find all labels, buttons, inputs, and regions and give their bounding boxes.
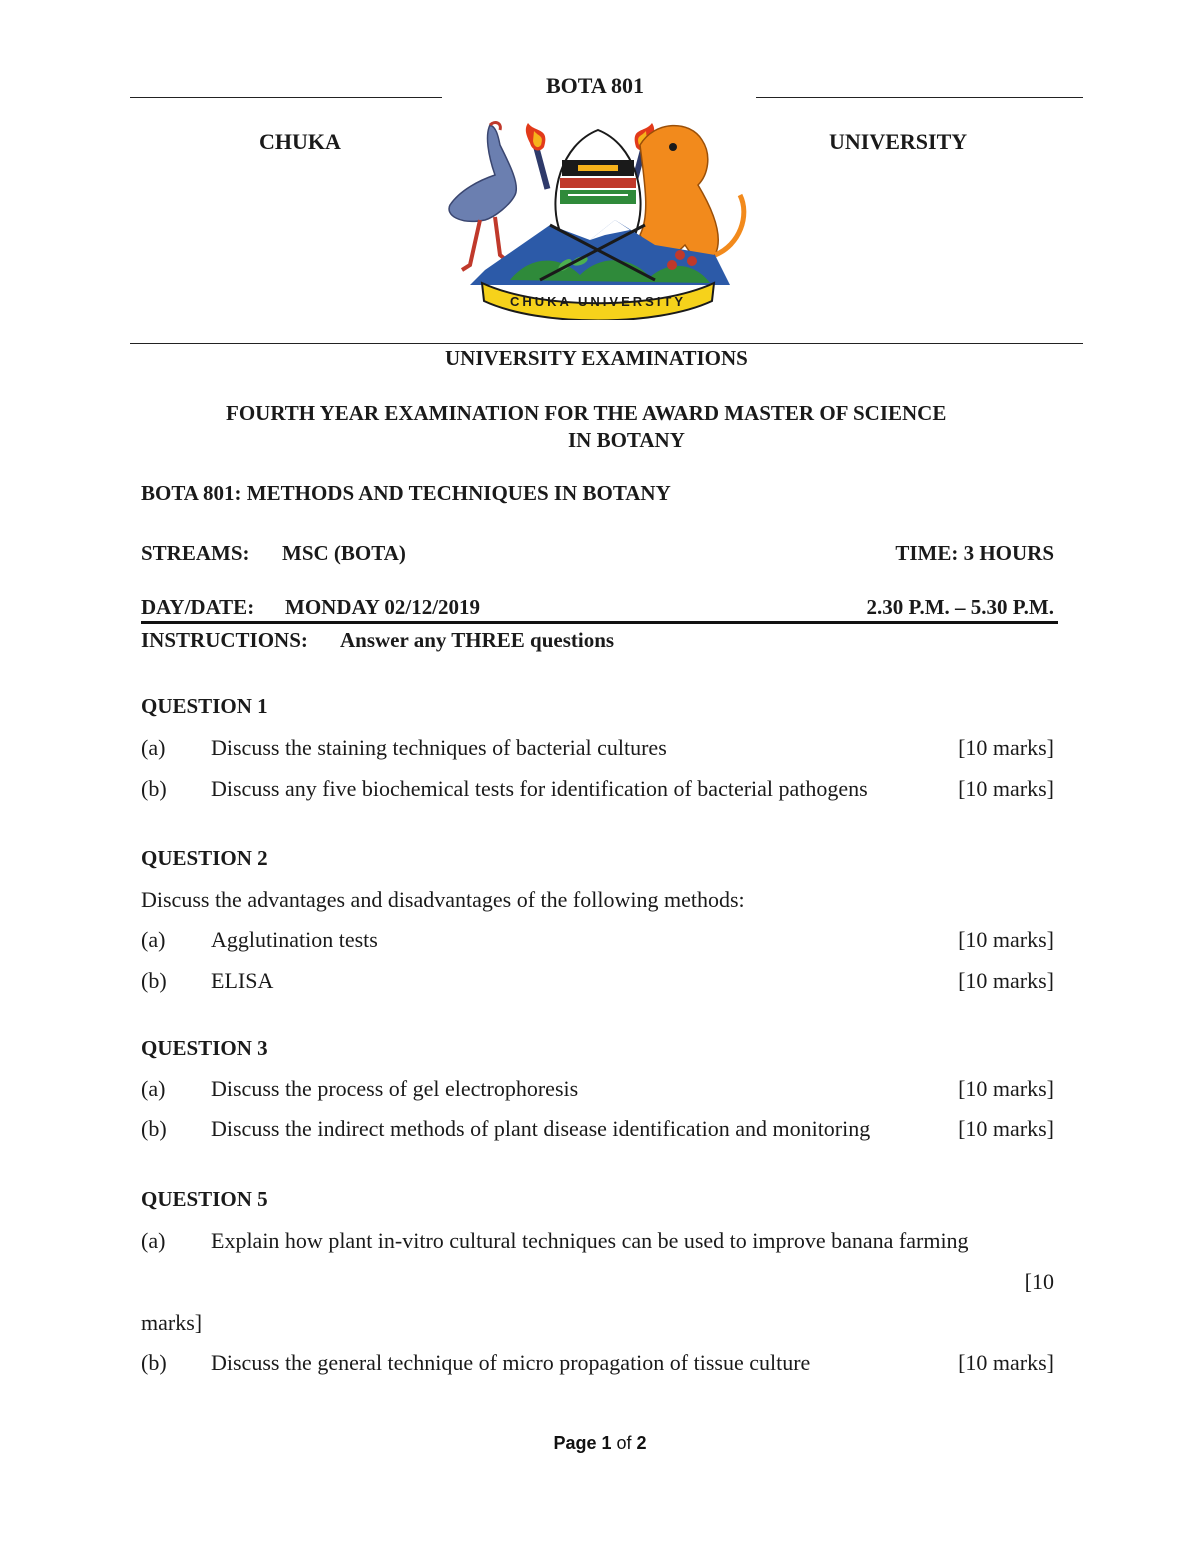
question-1-title: QUESTION 1: [141, 694, 268, 718]
instructions-rule: [141, 621, 1058, 624]
q3-a-label: (a): [141, 1076, 166, 1101]
q1-b-label: (b): [141, 776, 167, 801]
course-title: BOTA 801: METHODS AND TECHNIQUES IN BOTANY: [141, 481, 671, 505]
q2-a-marks: [10 marks]: [958, 927, 1054, 952]
header-chuka: CHUKA: [259, 129, 341, 154]
exam-time-range: 2.30 P.M. – 5.30 P.M.: [866, 595, 1054, 619]
q5-b-text: Discuss the general technique of micro propagation of tissue culture: [211, 1350, 811, 1375]
q2-b-text: ELISA: [211, 968, 274, 993]
header-rule-bottom: [130, 343, 1083, 344]
q1-a-marks: [10 marks]: [958, 735, 1054, 760]
page-word: Page: [553, 1433, 597, 1453]
q5-a-marks-end: marks]: [141, 1310, 203, 1335]
q2-intro: Discuss the advantages and disadvantages of the following methods:: [141, 887, 745, 912]
exam-award-line: FOURTH YEAR EXAMINATION FOR THE AWARD MASTER OF SCIENCE: [226, 401, 947, 425]
header-rule-right: [756, 97, 1083, 98]
question-5-title: QUESTION 5: [141, 1187, 268, 1211]
crest-ribbon-text: CHUKA UNIVERSITY: [509, 294, 687, 309]
header-university: UNIVERSITY: [829, 129, 968, 154]
exam-award-line-2: IN BOTANY: [568, 428, 685, 452]
q5-a-label: (a): [141, 1228, 166, 1253]
of-word: of: [616, 1433, 632, 1453]
q1-b-text: Discuss any five biochemical tests for identification of bacterial pathogens: [211, 776, 868, 801]
question-2-title: QUESTION 2: [141, 846, 268, 870]
date-value: MONDAY 02/12/2019: [285, 595, 481, 619]
streams-label: STREAMS:: [141, 541, 250, 565]
page-total: 2: [636, 1433, 647, 1453]
q5-b-marks: [10 marks]: [958, 1350, 1054, 1375]
q3-b-text: Discuss the indirect methods of plant disease identification and monitoring: [211, 1116, 871, 1141]
date-label: DAY/DATE:: [141, 595, 255, 619]
q3-b-marks: [10 marks]: [958, 1116, 1054, 1141]
q1-b-marks: [10 marks]: [958, 776, 1054, 801]
q3-a-text: Discuss the process of gel electrophoresis: [211, 1076, 579, 1101]
q5-b-label: (b): [141, 1350, 167, 1375]
instructions-label: INSTRUCTIONS:: [141, 628, 308, 652]
q1-a-label: (a): [141, 735, 166, 760]
q1-a-text: Discuss the staining techniques of bacterial cultures: [211, 735, 667, 760]
q2-b-marks: [10 marks]: [958, 968, 1054, 993]
instructions-value: Answer any THREE questions: [340, 628, 615, 652]
page-number: 1: [601, 1433, 612, 1453]
exam-heading: UNIVERSITY EXAMINATIONS: [445, 346, 748, 370]
question-3-title: QUESTION 3: [141, 1036, 268, 1060]
streams-value: MSC (BOTA): [282, 541, 406, 565]
q2-a-text: Agglutination tests: [211, 927, 378, 952]
page-footer: [0, 1432, 1200, 1454]
q2-b-label: (b): [141, 968, 167, 993]
q3-b-label: (b): [141, 1116, 167, 1141]
q2-a-label: (a): [141, 927, 166, 952]
university-crest-logo: [440, 105, 756, 320]
q5-a-text: Explain how plant in-vitro cultural techniques can be used to improve banana farming: [211, 1228, 969, 1253]
course-code-header: BOTA 801: [546, 73, 645, 98]
q3-a-marks: [10 marks]: [958, 1076, 1054, 1101]
q5-a-marks-start: [10: [1024, 1269, 1054, 1294]
exam-duration: TIME: 3 HOURS: [895, 541, 1054, 565]
header-rule-left: [130, 97, 442, 98]
